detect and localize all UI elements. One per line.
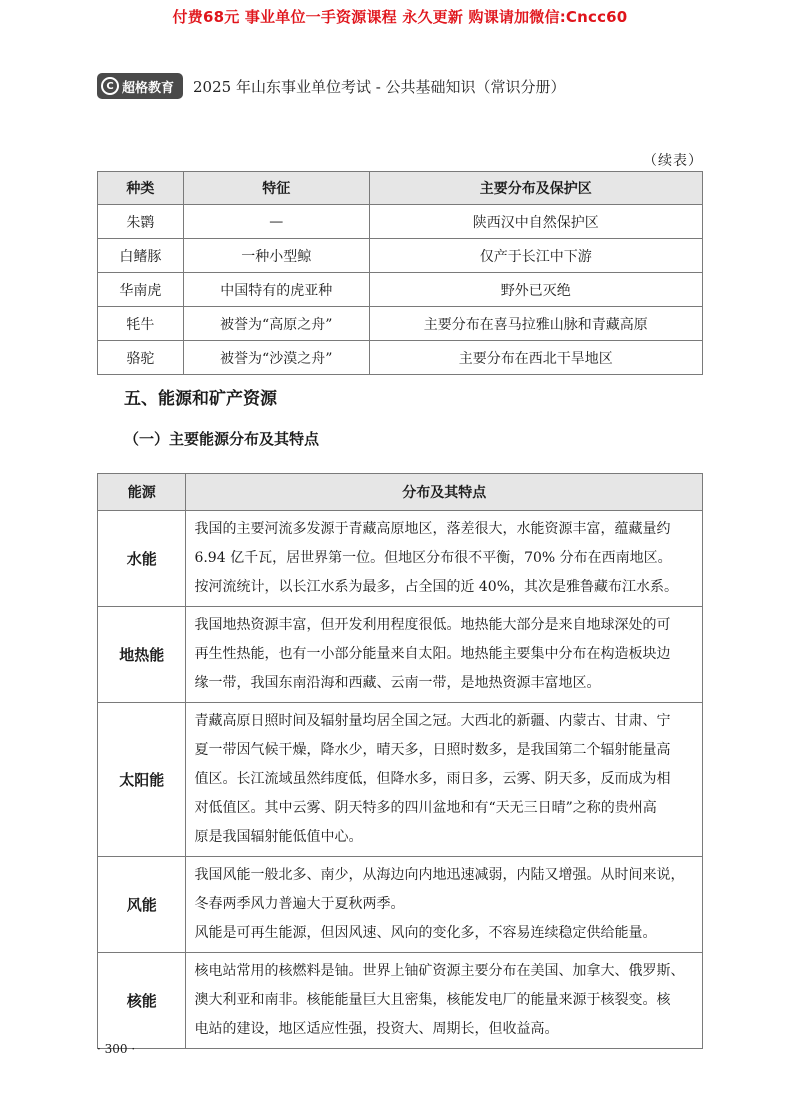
logo-icon: C — [101, 77, 119, 95]
table-header-row — [98, 172, 703, 205]
subsection-title: （一）主要能源分布及其特点 — [124, 430, 320, 448]
text-line: 夏一带因气候干燥，降水少，晴天多，日照时数多，是我国第二个辐射能量高 — [194, 742, 671, 758]
table-cell: 中国特有的虎亚种 — [183, 273, 369, 307]
column-header: 能源 — [98, 474, 186, 511]
energy-type: 太阳能 — [98, 703, 186, 857]
book-title: 2025 年山东事业单位考试 - 公共基础知识（常识分册） — [193, 77, 566, 96]
text-line: 6.94 亿千瓦，居世界第一位。但地区分布很不平衡，70% 分布在西南地区。 — [194, 550, 672, 566]
table-row — [98, 273, 703, 307]
energy-description — [186, 703, 703, 857]
publisher-logo — [97, 73, 183, 99]
energy-type: 水能 — [98, 511, 186, 607]
energy-table — [97, 473, 703, 1049]
text-line: 我国地热资源丰富，但开发利用程度很低。地热能大部分是来自地球深处的可 — [194, 617, 671, 633]
table-cell: 仅产于长江中下游 — [369, 239, 702, 273]
column-header: 分布及其特点 — [186, 474, 703, 511]
text-line: 我国的主要河流多发源于青藏高原地区，落差很大，水能资源丰富，蕴藏量约 — [194, 521, 671, 537]
energy-description — [186, 953, 703, 1049]
table-cell: 牦牛 — [98, 307, 184, 341]
table-row — [98, 341, 703, 375]
table-cell: 被誉为“高原之舟” — [183, 307, 369, 341]
table-row — [98, 307, 703, 341]
energy-description — [186, 511, 703, 607]
table-cell: 白鳍豚 — [98, 239, 184, 273]
table-cell: 野外已灭绝 — [369, 273, 702, 307]
text-line: 值区。长江流域虽然纬度低，但降水多，雨日多，云雾、阴天多，反而成为相 — [194, 771, 671, 787]
energy-description — [186, 857, 703, 953]
table-row — [98, 607, 703, 703]
animal-table — [97, 171, 703, 375]
continued-label: （续表） — [643, 153, 703, 169]
table-header-row — [98, 474, 703, 511]
table-row — [98, 511, 703, 607]
table-cell: 主要分布在喜马拉雅山脉和青藏高原 — [369, 307, 702, 341]
table-row — [98, 239, 703, 273]
text-line: 再生性热能，也有一小部分能量来自太阳。地热能主要集中分布在构造板块边 — [194, 646, 671, 662]
text-line: 冬春两季风力普遍大于夏秋两季。 — [194, 896, 405, 912]
energy-type: 地热能 — [98, 607, 186, 703]
energy-type: 风能 — [98, 857, 186, 953]
table-cell: 华南虎 — [98, 273, 184, 307]
table-row — [98, 703, 703, 857]
promo-banner: 付费68元 事业单位一手资源课程 永久更新 购课请加微信:Cncc60 — [172, 8, 628, 26]
text-line: 青藏高原日照时间及辐射量均居全国之冠。大西北的新疆、内蒙古、甘肃、宁 — [194, 713, 671, 729]
section-title: 五、能源和矿产资源 — [124, 389, 277, 409]
text-line: 按河流统计，以长江水系为最多，占全国的近 40%，其次是雅鲁藏布江水系。 — [194, 579, 679, 595]
table-cell: 一种小型鲸 — [183, 239, 369, 273]
table-row — [98, 857, 703, 953]
energy-type: 核能 — [98, 953, 186, 1049]
table-row — [98, 205, 703, 239]
text-line: 对低值区。其中云雾、阴天特多的四川盆地和有“天无三日晴”之称的贵州高 — [194, 800, 657, 816]
text-line: 澳大利亚和南非。核能能量巨大且密集，核能发电厂的能量来源于核裂变。核 — [194, 992, 671, 1008]
text-line: 风能是可再生能源，但因风速、风向的变化多，不容易连续稳定供给能量。 — [194, 925, 657, 941]
text-line: 电站的建设，地区适应性强，投资大、周期长，但收益高。 — [194, 1021, 559, 1037]
table-row — [98, 953, 703, 1049]
text-line: 我国风能一般北多、南少，从海边向内地迅速减弱，内陆又增强。从时间来说， — [194, 867, 685, 883]
table-cell: 主要分布在西北干旱地区 — [369, 341, 702, 375]
column-header: 种类 — [98, 172, 184, 205]
logo-text: 超格教育 — [122, 80, 175, 96]
page-number: · 300 · — [97, 1042, 136, 1056]
column-header: 主要分布及保护区 — [369, 172, 702, 205]
table-cell: 朱鹮 — [98, 205, 184, 239]
column-header: 特征 — [183, 172, 369, 205]
table-cell: 陕西汉中自然保护区 — [369, 205, 702, 239]
table-cell: 骆驼 — [98, 341, 184, 375]
page-header — [97, 72, 566, 100]
table-cell: — — [183, 205, 369, 239]
energy-description — [186, 607, 703, 703]
text-line: 核电站常用的核燃料是铀。世界上铀矿资源主要分布在美国、加拿大、俄罗斯、 — [194, 963, 685, 979]
text-line: 缘一带，我国东南沿海和西藏、云南一带，是地热资源丰富地区。 — [194, 675, 601, 691]
table-cell: 被誉为“沙漠之舟” — [183, 341, 369, 375]
text-line: 原是我国辐射能低值中心。 — [194, 829, 363, 845]
